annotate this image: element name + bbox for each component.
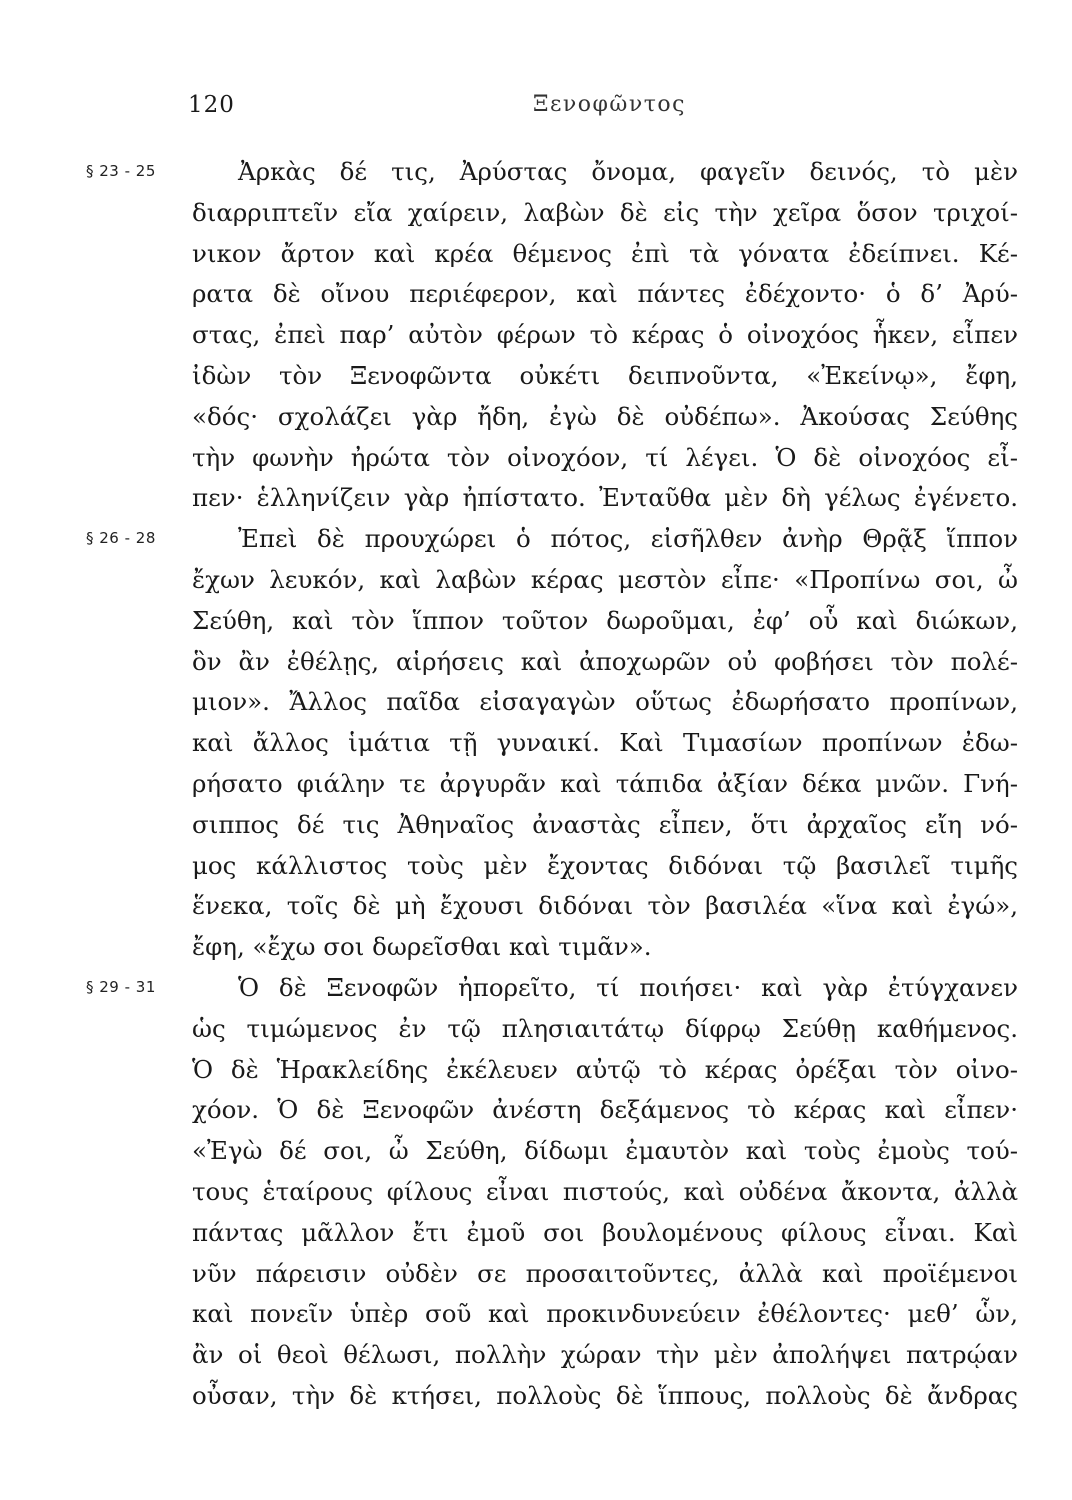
text-line: ὡς τιμώμενος ἐν τῷ πλησιαιτάτῳ δίφρῳ Σεύθῃ καθήμενος.: [192, 1013, 1018, 1043]
text-line: μος κάλλιστος τοὺς μὲν ἔχοντας διδόναι τῷ βασιλεῖ τιμῆς: [192, 850, 1018, 880]
text-line: τὴν φωνὴν ἠρώτα τὸν οἰνοχόον, τί λέγει. Ὁ δὲ οἰνοχόος εἶ-: [192, 442, 1018, 472]
text-line: ἂν οἱ θεοὶ θέλωσι, πολλὴν χώραν τὴν μὲν ἀπολήψει πατρῴαν: [192, 1340, 1018, 1370]
body-text: [192, 152, 1018, 1417]
paragraph-sections-29-31: [192, 968, 1018, 1417]
text-line: Ἀρκὰς δέ τις, Ἀρύστας ὄνομα, φαγεῖν δεινός, τὸ μὲν: [238, 157, 1018, 186]
text-line: «Ἐγὼ δέ σοι, ὦ Σεύθη, δίδωμι ἐμαυτὸν καὶ τοὺς ἐμοὺς τού-: [192, 1136, 1018, 1166]
paragraph-sections-23-25: [192, 152, 1018, 519]
page-number: 120: [188, 92, 235, 118]
text-line: Σεύθη, καὶ τὸν ἵππον τοῦτον δωροῦμαι, ἐφ’ οὗ καὶ διώκων,: [192, 605, 1018, 635]
text-line: Ὁ δὲ Ξενοφῶν ἠπορεῖτο, τί ποιήσει· καὶ γὰρ ἐτύγχανεν: [238, 972, 1018, 1002]
text-line: ἔχων λευκόν, καὶ λαβὼν κέρας μεστὸν εἶπε· «Προπίνω σοι, ὦ: [192, 564, 1018, 594]
text-line: διαρριπτεῖν εἴα χαίρειν, λαβὼν δὲ εἰς τὴν χεῖρα ὅσον τριχοί-: [192, 197, 1018, 227]
section-marker: § 23 - 25: [86, 162, 156, 180]
text-line: νῦν πάρεισιν οὐδὲν σε προσαιτοῦντες, ἀλλὰ καὶ προϊέμενοι: [192, 1258, 1018, 1288]
section-marker: § 26 - 28: [86, 529, 156, 547]
text-line: οὖσαν, τὴν δὲ κτήσει, πολλοὺς δὲ ἵππους, πολλοὺς δὲ ἄνδρας: [192, 1380, 1018, 1410]
text-line: ἕνεκα, τοῖς δὲ μὴ ἔχουσι διδόναι τὸν βασιλέα «ἵνα καὶ ἐγώ»,: [192, 891, 1018, 921]
section-marker: § 29 - 31: [86, 978, 156, 996]
text-line: πεν· ἑλληνίζειν γὰρ ἠπίστατο. Ἐνταῦθα μὲν δὴ γέλως ἐγένετο.: [192, 483, 1018, 513]
text-line: νικον ἄρτον καὶ κρέα θέμενος ἐπὶ τὰ γόνατα ἐδείπνει. Κέ-: [192, 238, 1018, 268]
text-line: Ἐπεὶ δὲ προυχώρει ὁ πότος, εἰσῆλθεν ἀνὴρ Θρᾷξ ἵππον: [238, 524, 1018, 554]
text-line: χόον. Ὁ δὲ Ξενοφῶν ἀνέστη δεξάμενος τὸ κέρας καὶ εἶπεν·: [192, 1095, 1018, 1125]
text-line: καὶ πονεῖν ὑπὲρ σοῦ καὶ προκινδυνεύειν ἐθέλοντες· μεθ’ ὧν,: [192, 1299, 1018, 1329]
running-head: [188, 92, 888, 132]
text-line: ὃν ἂν ἐθέλῃς, αἱρήσεις καὶ ἀποχωρῶν οὐ φοβήσει τὸν πολέ-: [192, 646, 1018, 676]
text-line: στας, ἐπεὶ παρ’ αὐτὸν φέρων τὸ κέρας ὁ οἰνοχόος ἧκεν, εἶπεν: [192, 320, 1018, 350]
text-line: ἔφη, «ἔχω σοι δωρεῖσθαι καὶ τιμᾶν».: [192, 932, 652, 962]
text-line: ρατα δὲ οἴνου περιέφερον, καὶ πάντες ἐδέχοντο· ὁ δ’ Ἀρύ-: [192, 279, 1018, 309]
text-line: πάντας μᾶλλον ἔτι ἐμοῦ σοι βουλομένους φίλους εἶναι. Καὶ: [192, 1217, 1018, 1247]
text-line: σιππος δέ τις Ἀθηναῖος ἀναστὰς εἶπεν, ὅτι ἀρχαῖος εἴη νό-: [192, 809, 1018, 839]
text-line: καὶ ἄλλος ἱμάτια τῇ γυναικί. Καὶ Τιμασίων προπίνων ἐδω-: [192, 728, 1018, 758]
text-line: ἰδὼν τὸν Ξενοφῶντα οὐκέτι δειπνοῦντα, «Ἐκείνῳ», ἔφη,: [192, 360, 1018, 390]
text-line: ρήσατο φιάλην τε ἀργυρᾶν καὶ τάπιδα ἀξίαν δέκα μνῶν. Γνή-: [192, 768, 1018, 798]
text-line: μιον». Ἄλλος παῖδα εἰσαγαγὼν οὕτως ἐδωρήσατο προπίνων,: [192, 687, 1018, 717]
text-line: τους ἑταίρους φίλους εἶναι πιστούς, καὶ οὐδένα ἄκοντα, ἀλλὰ: [192, 1176, 1018, 1206]
text-line: «δός· σχολάζει γὰρ ἤδη, ἐγὼ δὲ οὐδέπω». Ἀκούσας Σεύθης: [192, 401, 1018, 431]
paragraph-sections-26-28: [192, 519, 1018, 968]
text-line: Ὁ δὲ Ἡρακλείδης ἐκέλευεν αὐτῷ τὸ κέρας ὀρέξαι τὸν οἰνο-: [192, 1054, 1018, 1084]
running-head-title: Ξενοφῶντος: [533, 92, 686, 117]
